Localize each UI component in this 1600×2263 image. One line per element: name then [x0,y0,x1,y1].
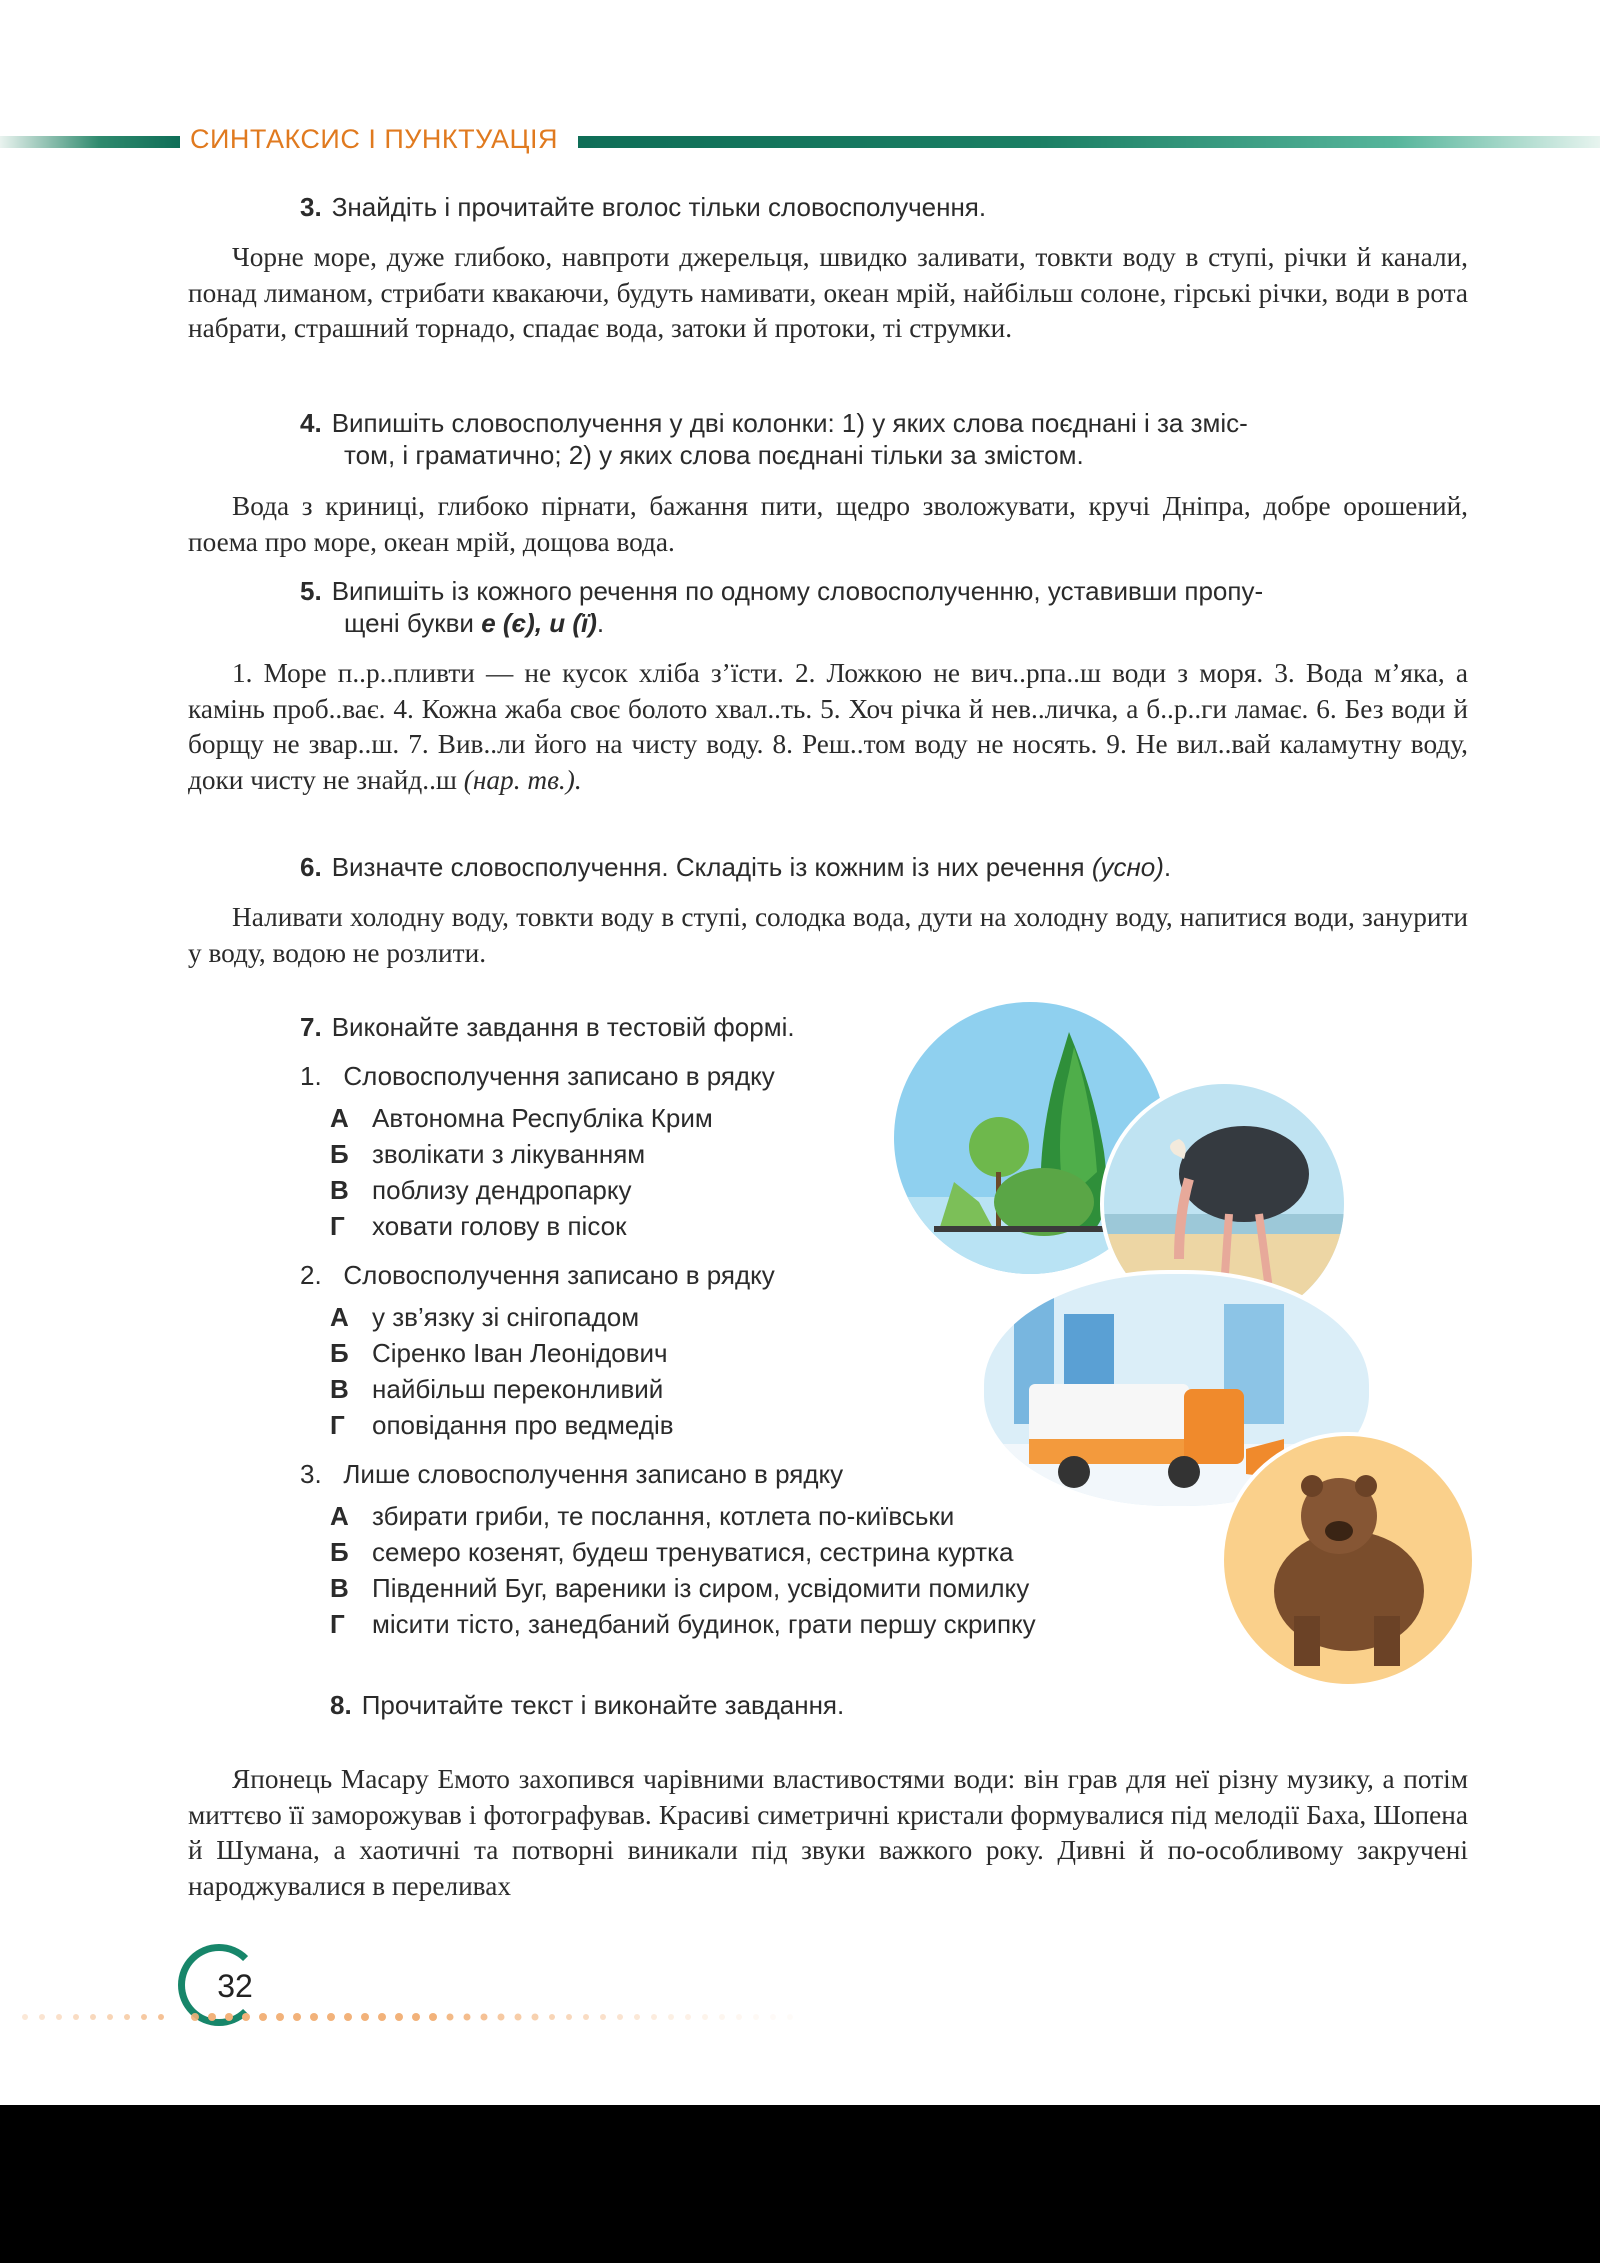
option-text: найбільш переконливий [372,1374,664,1404]
task-text: Прочитайте текст і виконайте завдання. [361,1690,845,1720]
paragraph-text: Японець Масару Емото захопився чарівними властивостями води: він грав для неї різну музику, а потім миттєво її заморожував і фотографував. Красиві симетричні кристали формувалися під мелодії Баха, Шопена й Шумана, а хаотичні та потворні виникали під звуки важкого року. Дивні й по-особливому закручені народжувалися в переливах [188,1764,1468,1901]
footer-dots [20,2012,810,2022]
option-letter: В [330,1573,349,1603]
option-letter: В [330,1175,349,1205]
task-8 [330,1689,844,1721]
paragraph-task-4 [188,489,1468,560]
option-3a[interactable] [330,1501,954,1531]
task-text: Випишіть словосполучення у дві колонки: 1) у яких слова поєднані і за зміс- [331,408,1248,438]
option-1d[interactable] [330,1211,626,1241]
option-text: у зв’язку зі снігопадом [372,1302,640,1332]
task-text: Виконайте завдання в тестовій формі. [331,1012,795,1042]
option-letter: В [330,1374,349,1404]
paragraph-text: Вода з криниці, глибоко пірнати, бажання пити, щедро зволожувати, кручі Дніпра, добре орошений, поема про море, океан мрій, дощова вода. [188,491,1468,557]
task-4 [300,407,1400,471]
question-label: 2. [300,1260,322,1290]
option-2a[interactable] [330,1302,639,1332]
bear-image [1224,1436,1472,1684]
paragraph-task-5 [188,656,1468,798]
bear-illustration [1220,1432,1476,1688]
option-text: ховати голову в пісок [372,1211,627,1241]
task-number: 7. [300,1012,322,1042]
question-text: Лише словосполучення записано в рядку [343,1459,844,1489]
option-2d[interactable] [330,1410,674,1440]
bottom-black-band [0,2105,1600,2263]
option-text: Сіренко Іван Леонідович [372,1338,668,1368]
question-label: 1. [300,1061,322,1091]
task-3 [300,191,986,223]
page-number: 32 [217,1968,253,2004]
paragraph-task-3 [188,240,1468,347]
option-letter: Б [330,1537,349,1567]
task-text-line2: щені букви [344,608,474,638]
option-text: оповідання про ведмедів [372,1410,674,1440]
option-letter: Г [330,1211,345,1241]
option-2c[interactable] [330,1374,663,1404]
paragraph-task-8 [188,1762,1468,1904]
task-number: 5. [300,576,322,606]
option-1a[interactable] [330,1103,713,1133]
task-5 [300,575,1400,639]
task-letters: е (є), и (ї) [481,608,597,638]
option-text: поблизу дендропарку [372,1175,632,1205]
option-letter: Г [330,1609,345,1639]
option-text: Автономна Республіка Крим [372,1103,713,1133]
option-3b[interactable] [330,1537,1013,1567]
test-question-1 [300,1060,775,1092]
header-bar-left [0,136,180,148]
task-number: 3. [300,192,322,222]
option-1c[interactable] [330,1175,632,1205]
option-text: семеро козенят, будеш тренуватися, сестрина куртка [372,1537,1014,1567]
task-text-line2: том, і граматично; 2) у яких слова поєднані тільки за змістом. [344,440,1084,470]
option-letter: Б [330,1139,349,1169]
test-question-2 [300,1259,775,1291]
option-3c[interactable] [330,1573,1029,1603]
section-title: СИНТАКСИС І ПУНКТУАЦІЯ [190,124,558,154]
option-letter: А [330,1103,349,1133]
option-letter: А [330,1302,349,1332]
option-1b[interactable] [330,1139,645,1169]
task-end: . [1163,852,1172,882]
test-question-3 [300,1458,843,1490]
option-text: збирати гриби, те послання, котлета по-київськи [372,1501,955,1531]
option-text: зволікати з лікуванням [372,1139,646,1169]
paragraph-task-6 [188,900,1468,971]
task-end: . [596,608,605,638]
option-2b[interactable] [330,1338,668,1368]
task-note: (усно) [1091,852,1164,882]
task-number: 8. [330,1690,352,1720]
task-text: Визначте словосполучення. Складіть із кожним із них речення [331,852,1085,882]
task-number: 4. [300,408,322,438]
question-label: 3. [300,1459,322,1489]
question-text: Словосполучення записано в рядку [343,1061,775,1091]
source-note: (нар. тв.). [463,764,582,795]
option-letter: Г [330,1410,345,1440]
question-text: Словосполучення записано в рядку [343,1260,775,1290]
option-text: місити тісто, занедбаний будинок, грати першу скрипку [372,1609,1036,1639]
task-6 [300,851,1171,883]
option-3d[interactable] [330,1609,1036,1639]
paragraph-text: Наливати холодну воду, товкти воду в ступі, солодка вода, дути на холодну воду, напитися води, занурити у воду, водою не розлити. [188,902,1468,968]
task-text: Випишіть із кожного речення по одному словосполученню, уставивши пропу- [331,576,1264,606]
task-number: 6. [300,852,322,882]
option-letter: А [330,1501,349,1531]
task-7 [300,1011,795,1043]
paragraph-text: 1. Море п..р..пливти — не кусок хліба з’їсти. 2. Ложкою не вич..рпа..ш води з моря. 3. Вода м’яка, а камінь проб..ває. 4. Кожна жаба своє болото хвал..ть. 5. Хоч річка й нев..личка, а б..р..ги ламає. 6. Без води й борщу не звар..ш. 7. Вив..ли його на чисту воду. 8. Реш..том воду не носять. 9. Не вил..вай каламутну воду, доки чисту не знайд..ш [188,658,1468,795]
option-letter: Б [330,1338,349,1368]
task-text: Знайдіть і прочитайте вголос тільки словосполучення. [331,192,987,222]
option-text: Південний Буг, вареники із сиром, усвідомити помилку [372,1573,1030,1603]
paragraph-text: Чорне море, дуже глибоко, навпроти джерельця, швидко заливати, товкти воду в ступі, річки й канали, понад лиманом, стрибати квакаючи, будуть намивати, океан мрій, найбільш солоне, гірські річки, води в рота набрати, страшний торнадо, спадає вода, затоки й протоки, ті струмки. [188,242,1468,344]
header-bar-right [578,136,1600,148]
